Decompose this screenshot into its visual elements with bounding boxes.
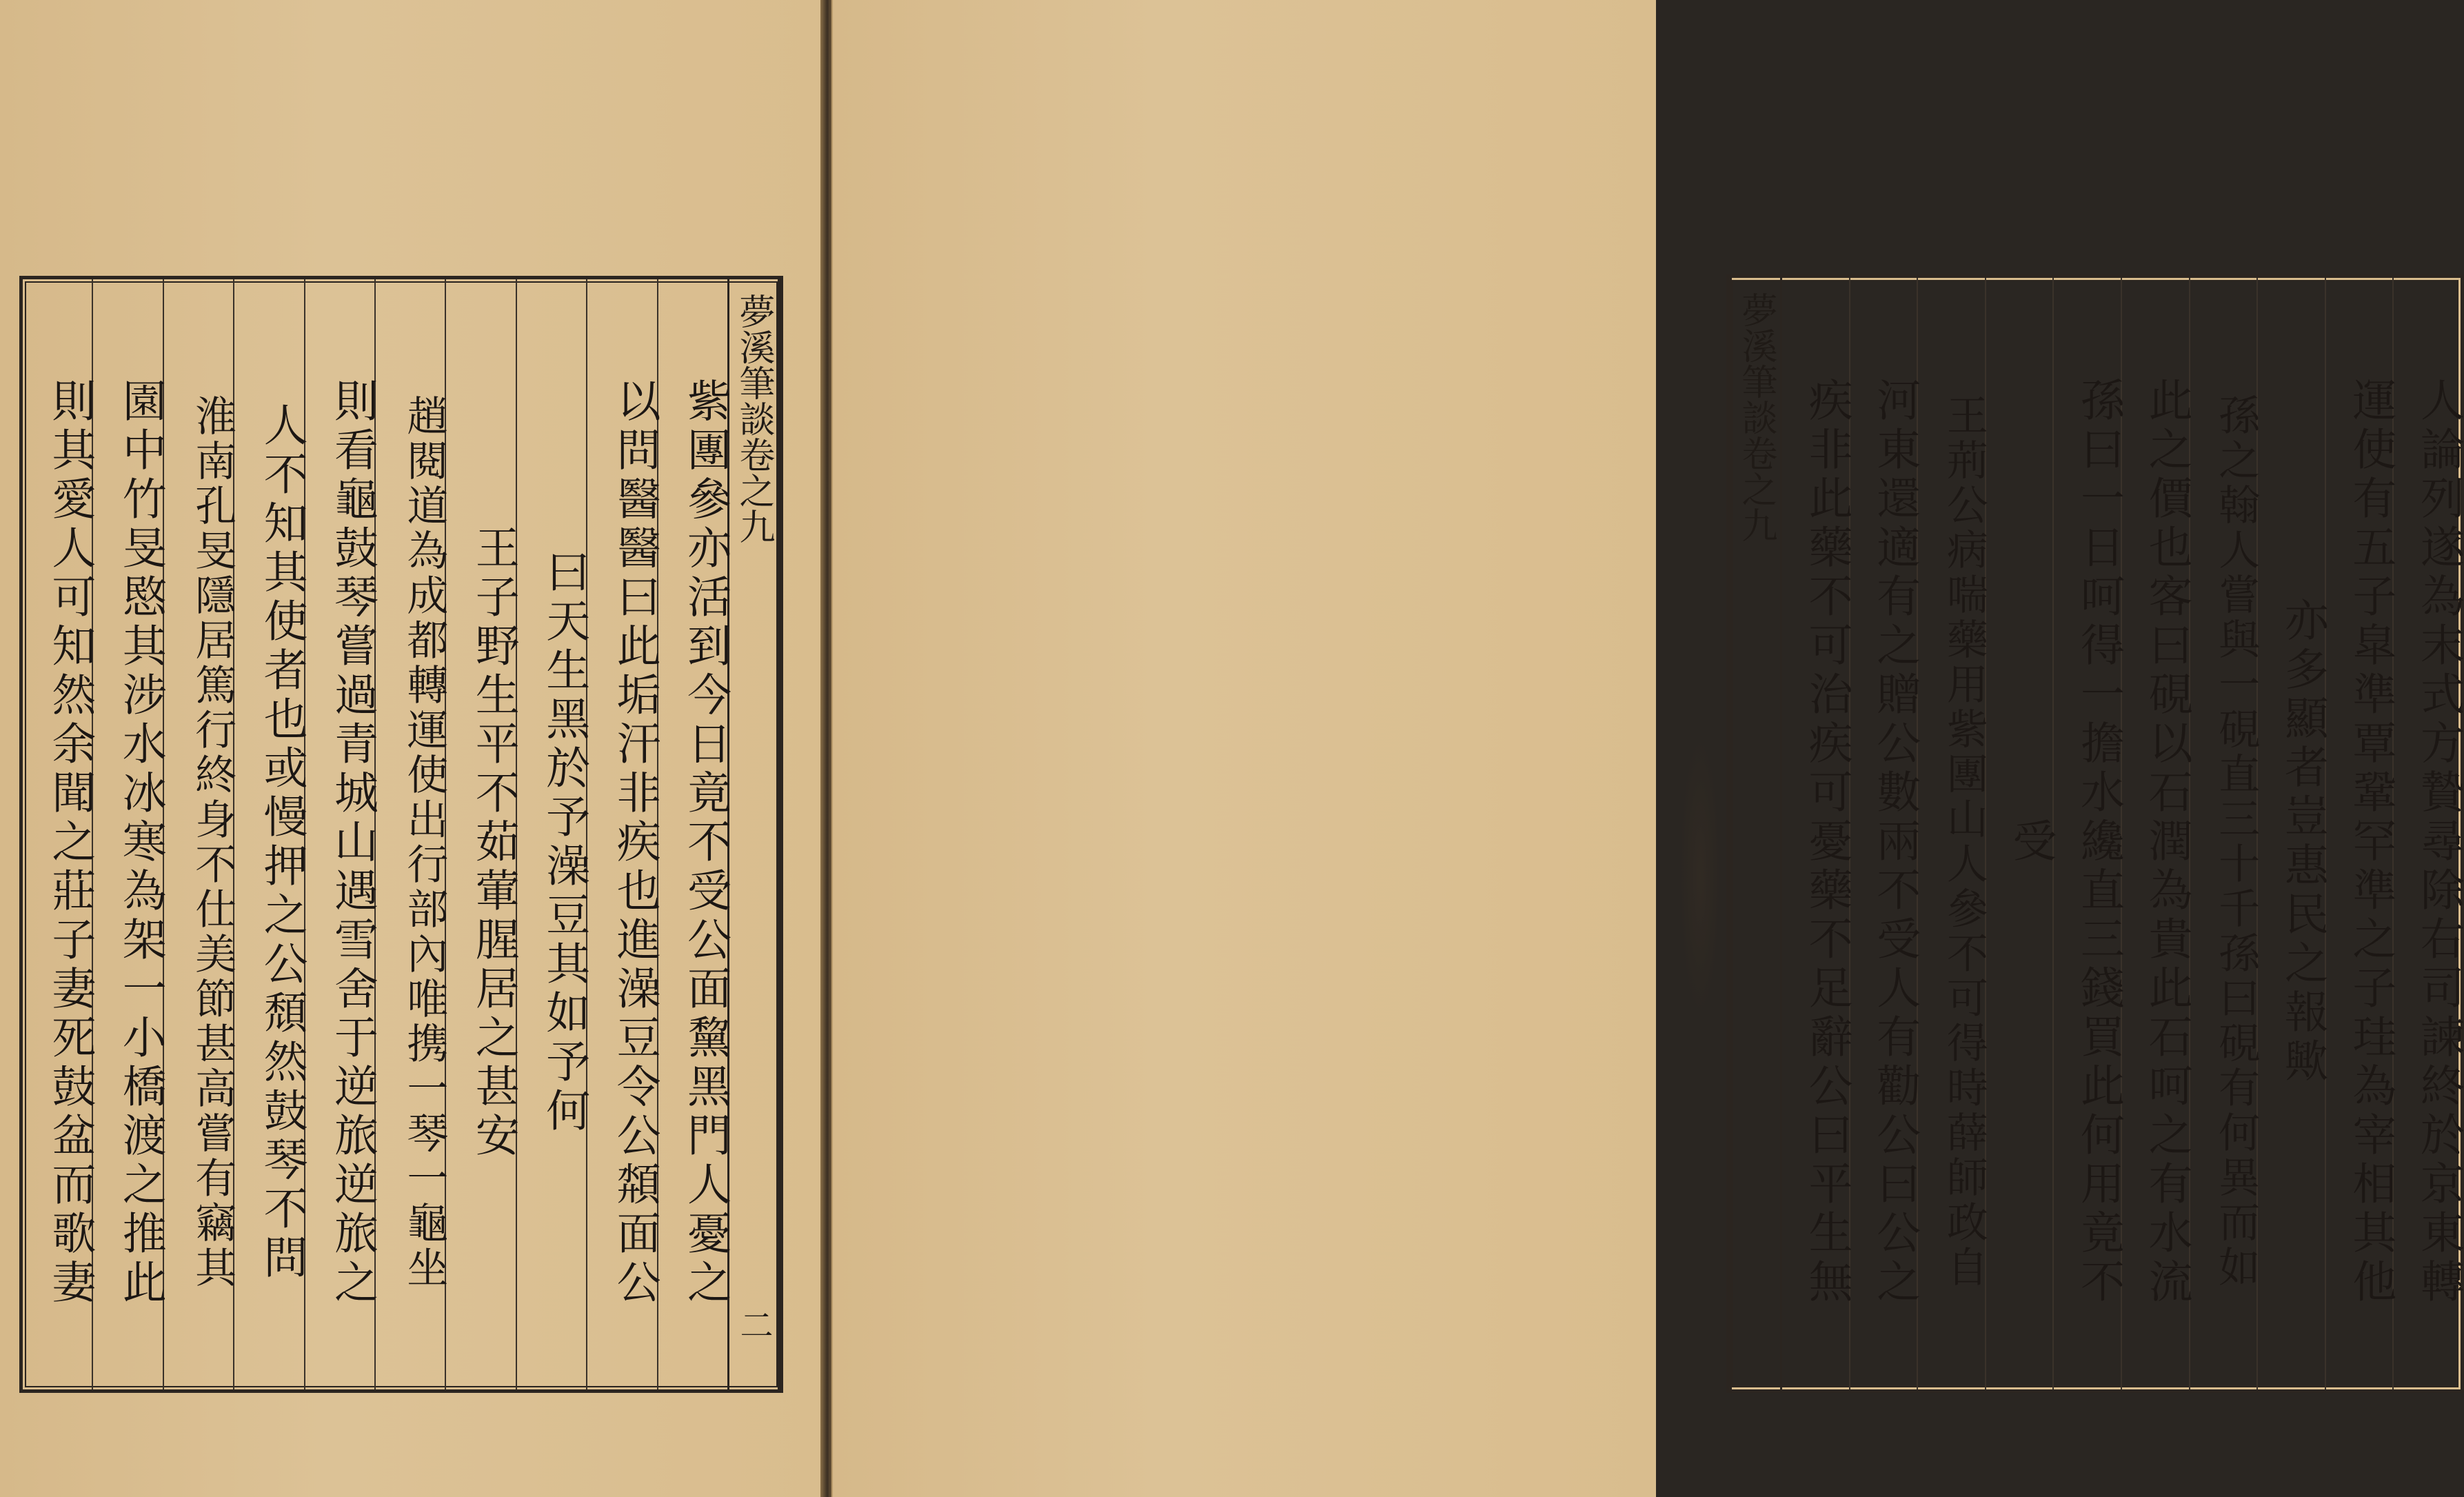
column-text: 趙閱道為成都轉運使出行部內唯携一琴一龜坐 [400, 394, 449, 1291]
column-text: 紫團參亦活到今日竟不受公面黧黑門人憂之 [680, 377, 731, 1308]
column-text: 則看龜鼓琴嘗過青城山遇雪舍于逆旅逆旅之 [326, 377, 378, 1308]
column-text: 受 [2005, 817, 2057, 867]
column-text: 人不知其使者也或慢押之公頹然鼓琴不問 [256, 402, 307, 1283]
right-page [831, 0, 2464, 1497]
text-column [233, 279, 307, 1389]
column-text: 則其愛人可知然余聞之莊子妻死鼓盆而歌妻 [44, 377, 96, 1308]
text-column [2189, 278, 2261, 1389]
text-column [374, 279, 449, 1389]
left-page-columns [23, 279, 731, 1389]
text-column [586, 279, 660, 1389]
right-page-band-title-wrap [1732, 292, 1780, 543]
left-page-band [727, 279, 780, 1389]
column-text: 人論列遂為末式方贄尋除右司諫終於京東轉 [2413, 376, 2464, 1307]
text-column [304, 279, 378, 1389]
text-column [1849, 278, 1921, 1389]
column-text: 孫曰一日呵得一擔水纔直三錢買此何用竟不 [2073, 376, 2125, 1307]
column-text: 亦多顯者豈惠民之報歟 [2276, 597, 2328, 1087]
text-column [1782, 278, 1852, 1389]
column-text: 河東還適有之贈公數兩不受人有勸公曰公之 [1869, 376, 1921, 1307]
column-text: 此之價也客曰硯以石潤為貴此石呵之有水流 [2141, 376, 2192, 1307]
column-text: 以問醫醫曰此垢汗非疾也進澡豆令公頮面公 [609, 377, 660, 1308]
text-column [2052, 278, 2125, 1389]
left-page-band-title-wrap [729, 293, 778, 544]
left-page [0, 0, 826, 1497]
right-page-band [1730, 278, 1782, 1389]
column-text: 孫之翰人嘗與一硯直三十千孫曰硯有何異而如 [2212, 394, 2261, 1290]
left-page-folio: 二 [734, 1308, 773, 1341]
column-text: 曰天生黑於予澡豆其如予何 [538, 549, 590, 1136]
text-column [23, 279, 96, 1389]
text-column [163, 279, 237, 1389]
text-column [445, 279, 519, 1389]
right-page-band-title: 夢溪筆談 [1735, 292, 1777, 435]
ink-stain [1679, 731, 1721, 1021]
right-page-frame [1726, 274, 2464, 1393]
right-page-band-volume: 卷之九 [1735, 435, 1777, 543]
left-page-band-title: 夢溪筆談 [733, 293, 774, 436]
left-page-frame [19, 276, 783, 1393]
column-text: 運使有五子皐準覃鞏罕準之子珪為宰相其他 [2345, 376, 2396, 1307]
text-column [2392, 278, 2464, 1389]
column-text: 疾非此藥不可治疾可憂藥不足辭公曰平生無 [1801, 376, 1852, 1307]
column-text: 王子野生平不茹葷腥居之甚安 [467, 524, 519, 1161]
text-column [657, 279, 731, 1389]
text-column [1917, 278, 1988, 1389]
left-page-band-volume: 卷之九 [733, 436, 774, 544]
column-text: 王荊公病喘藥用紫團山人參不可得時薛師政自 [1939, 394, 1988, 1290]
right-page-columns [1782, 278, 2464, 1389]
text-column [92, 279, 166, 1389]
text-column [1985, 278, 2057, 1389]
text-column [516, 279, 590, 1389]
column-text: 園中竹旻愍其涉水冰寒為架一小橋渡之推此 [114, 377, 166, 1308]
text-column [2256, 278, 2328, 1389]
text-column [2325, 278, 2396, 1389]
column-text: 淮南孔旻隱居篤行終身不仕美節甚高嘗有竊其 [188, 394, 237, 1291]
text-column [2121, 278, 2192, 1389]
